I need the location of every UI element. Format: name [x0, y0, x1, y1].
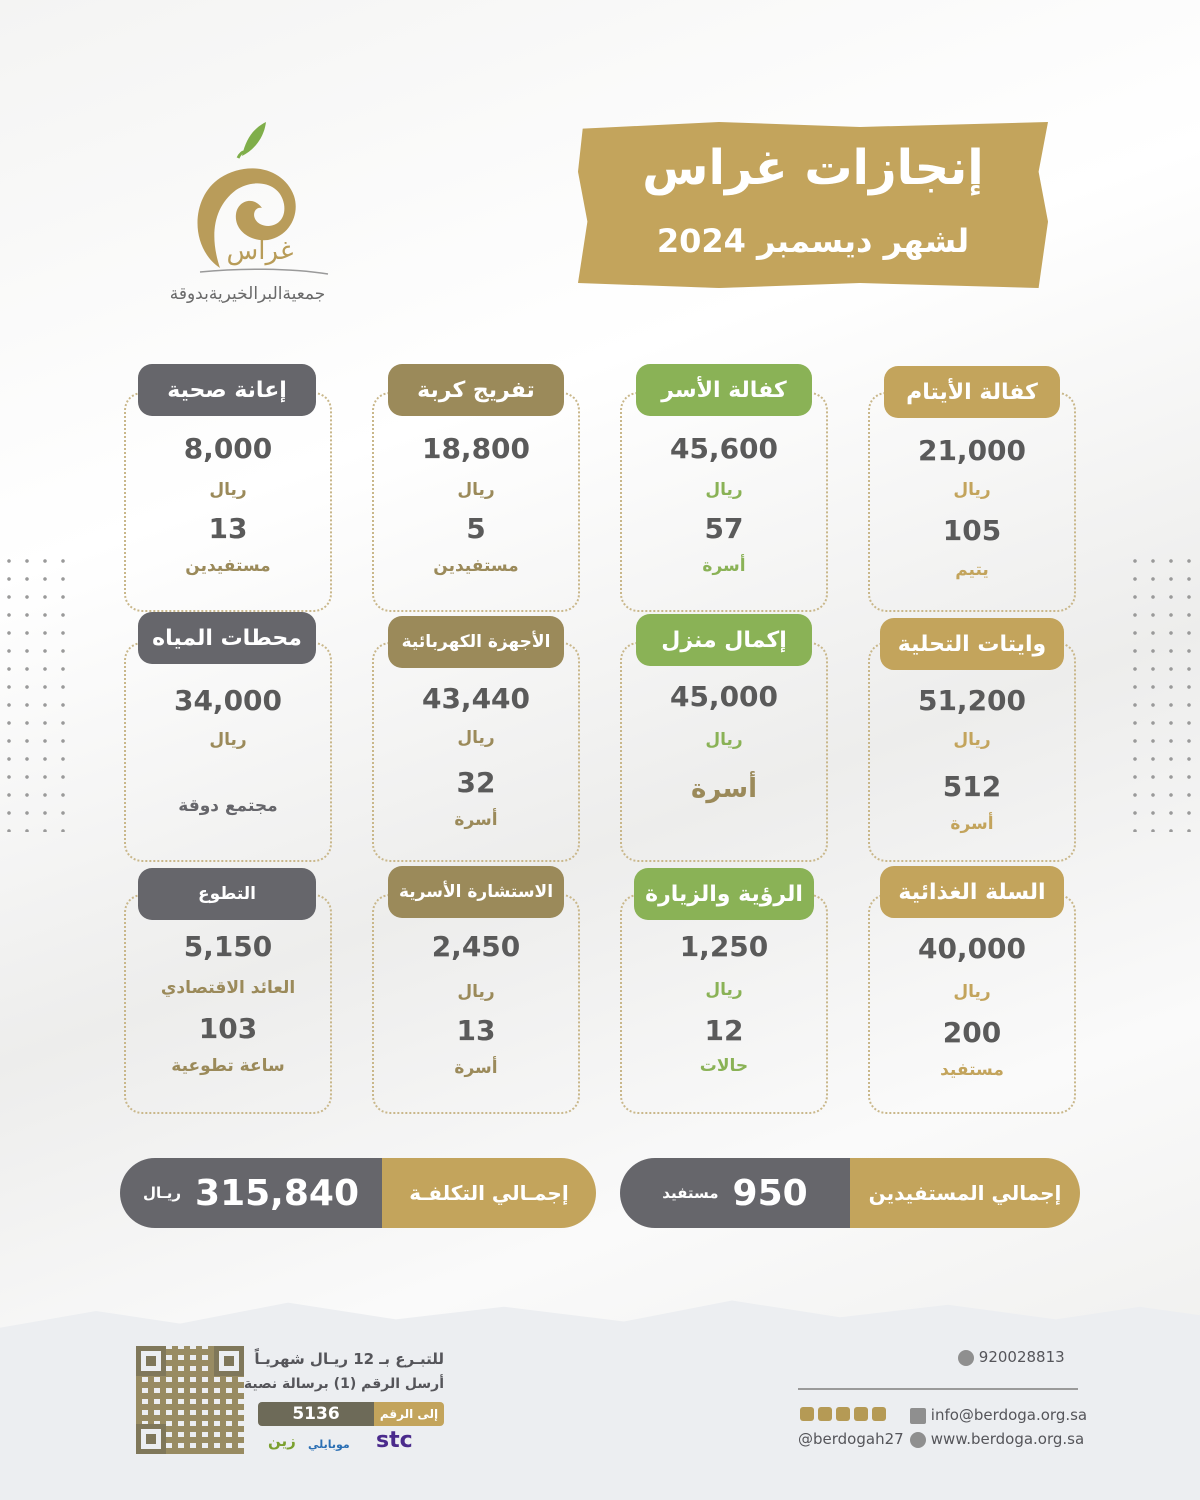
- footer-divider: [798, 1388, 1078, 1390]
- card-count: 200: [942, 1016, 1002, 1049]
- card-health: [124, 392, 332, 612]
- card-amount: 34,000: [173, 684, 283, 717]
- carrier-stc: stc: [376, 1428, 413, 1453]
- card-amount: 43,440: [421, 682, 531, 715]
- carrier-mobily: موبايلي: [308, 1438, 350, 1451]
- donation-to-label: إلى الرقم: [374, 1402, 444, 1426]
- card-amount: 18,800: [421, 432, 531, 465]
- total-cost-value-box: [120, 1158, 382, 1228]
- card-count-unit: مستفيدين: [185, 556, 271, 576]
- card-unit: العائد الاقتصادي: [160, 978, 296, 998]
- card-volunteering: [124, 894, 332, 1114]
- logo-name: غراس: [226, 236, 294, 266]
- card-title: الاستشارة الأسرية: [388, 866, 564, 918]
- card-unit: ريال: [705, 980, 743, 1000]
- card-title: الأجهزة الكهربائية: [388, 616, 564, 668]
- card-count: أسرة: [690, 774, 757, 804]
- card-amount: 51,200: [917, 684, 1027, 717]
- card-amount: 8,000: [183, 432, 273, 465]
- card-title: إكمال منزل: [636, 614, 812, 666]
- website: www.berdoga.org.sa: [930, 1430, 1085, 1448]
- card-count-unit: حالات: [699, 1056, 749, 1076]
- website-row[interactable]: [910, 1430, 1084, 1448]
- card-amount: 40,000: [917, 932, 1027, 965]
- card-count-unit: أسرة: [454, 1058, 498, 1078]
- card-count-unit: مستفيد: [940, 1060, 1004, 1080]
- x-icon[interactable]: [800, 1407, 814, 1421]
- snapchat-icon[interactable]: [872, 1407, 886, 1421]
- total-beneficiaries-label: إجمالي المستفيدين: [850, 1158, 1080, 1228]
- card-count: 13: [456, 1014, 496, 1047]
- card-count: 57: [704, 512, 744, 545]
- globe-icon: [910, 1432, 926, 1448]
- card-title: السلة الغذائية: [880, 866, 1064, 918]
- total-cost-unit: ريـال: [142, 1184, 182, 1202]
- card-count: 32: [456, 766, 496, 799]
- card-count: 512: [942, 770, 1002, 803]
- email-row[interactable]: [910, 1406, 1087, 1424]
- card-family-consult: [372, 894, 580, 1114]
- whatsapp-row[interactable]: [958, 1348, 1065, 1366]
- card-count-unit: أسرة: [454, 810, 498, 830]
- total-cost-label: إجمـالي التكلفـة: [382, 1158, 596, 1228]
- card-unit: ريال: [705, 480, 743, 500]
- card-vision: [620, 894, 828, 1114]
- card-title: الرؤية والزيارة: [634, 868, 814, 920]
- donation-number: 5136: [258, 1402, 374, 1426]
- card-count-unit: أسرة: [950, 814, 994, 834]
- card-count-unit: ساعة تطوعية: [171, 1056, 285, 1076]
- donation-line-2: أرسل الرقم (1) برسالة نصية: [243, 1376, 444, 1392]
- card-unit: ريال: [953, 730, 991, 750]
- facebook-icon[interactable]: [818, 1407, 832, 1421]
- card-home: [620, 642, 828, 862]
- card-count: 5: [466, 512, 486, 545]
- card-title: وايتات التحلية: [880, 618, 1064, 670]
- card-amount: 2,450: [431, 930, 521, 963]
- card-count: 103: [198, 1012, 258, 1045]
- card-title: التطوع: [138, 868, 316, 920]
- instagram-icon[interactable]: [836, 1407, 850, 1421]
- total-beneficiaries-value-box: [620, 1158, 850, 1228]
- total-cost: [120, 1158, 596, 1228]
- social-icons: [800, 1407, 886, 1421]
- card-count: 105: [942, 514, 1002, 547]
- card-amount: 45,600: [669, 432, 779, 465]
- card-unit: ريال: [209, 730, 247, 750]
- card-relief: [372, 392, 580, 612]
- logo-org: جمعيةالبرالخيريةبدوقة: [169, 284, 326, 304]
- whatsapp-icon: [958, 1350, 974, 1366]
- card-title: إعانة صحية: [138, 364, 316, 416]
- dot-grid-left: [0, 552, 72, 832]
- card-unit: ريال: [705, 730, 743, 750]
- card-unit: ريال: [209, 480, 247, 500]
- donation-line-1: للتبـرع بـ 12 ريـال شهريـاً: [254, 1350, 444, 1368]
- total-cost-value: 315,840: [195, 1172, 359, 1214]
- card-unit: ريال: [953, 480, 991, 500]
- total-beneficiaries-value: 950: [732, 1172, 808, 1214]
- card-amount: 45,000: [669, 680, 779, 713]
- card-unit: ريال: [457, 728, 495, 748]
- card-count-unit: مجتمع دوقة: [178, 796, 278, 816]
- card-title: محطات المياه: [138, 612, 316, 664]
- qr-code-icon[interactable]: [136, 1346, 244, 1454]
- card-count-unit: أسرة: [702, 556, 746, 576]
- total-beneficiaries-unit: مستفيد: [662, 1184, 719, 1202]
- card-title: كفالة الأيتام: [884, 366, 1060, 418]
- mail-icon: [910, 1408, 926, 1424]
- dot-grid-right: [1126, 552, 1198, 832]
- card-unit: ريال: [457, 982, 495, 1002]
- logo: [150, 118, 350, 308]
- card-families: [620, 392, 828, 612]
- card-title: تفريج كربة: [388, 364, 564, 416]
- total-beneficiaries: [620, 1158, 1080, 1228]
- card-amount: 5,150: [183, 930, 273, 963]
- logo-icon: [150, 118, 350, 308]
- card-count-unit: يتيم: [955, 560, 989, 580]
- email: info@berdoga.org.sa: [930, 1406, 1088, 1424]
- card-unit: ريال: [953, 982, 991, 1002]
- card-unit: ريال: [457, 480, 495, 500]
- donation-number-bar: [258, 1402, 444, 1426]
- card-food-basket: [868, 894, 1076, 1114]
- card-amount: 1,250: [679, 930, 769, 963]
- carrier-zain: زين: [268, 1432, 296, 1450]
- card-amount: 21,000: [917, 434, 1027, 467]
- card-count-unit: مستفيدين: [433, 556, 519, 576]
- whatsapp-number: 920028813: [978, 1348, 1065, 1366]
- tiktok-icon[interactable]: [854, 1407, 868, 1421]
- page-subtitle: لشهر ديسمبر 2024: [656, 222, 970, 260]
- social-handle: @berdogah27: [798, 1430, 904, 1448]
- card-count: 13: [208, 512, 248, 545]
- card-title: كفالة الأسر: [636, 364, 812, 416]
- card-count: 12: [704, 1014, 744, 1047]
- card-water-stations: [124, 642, 332, 862]
- page-title: إنجازات غراس: [642, 140, 984, 196]
